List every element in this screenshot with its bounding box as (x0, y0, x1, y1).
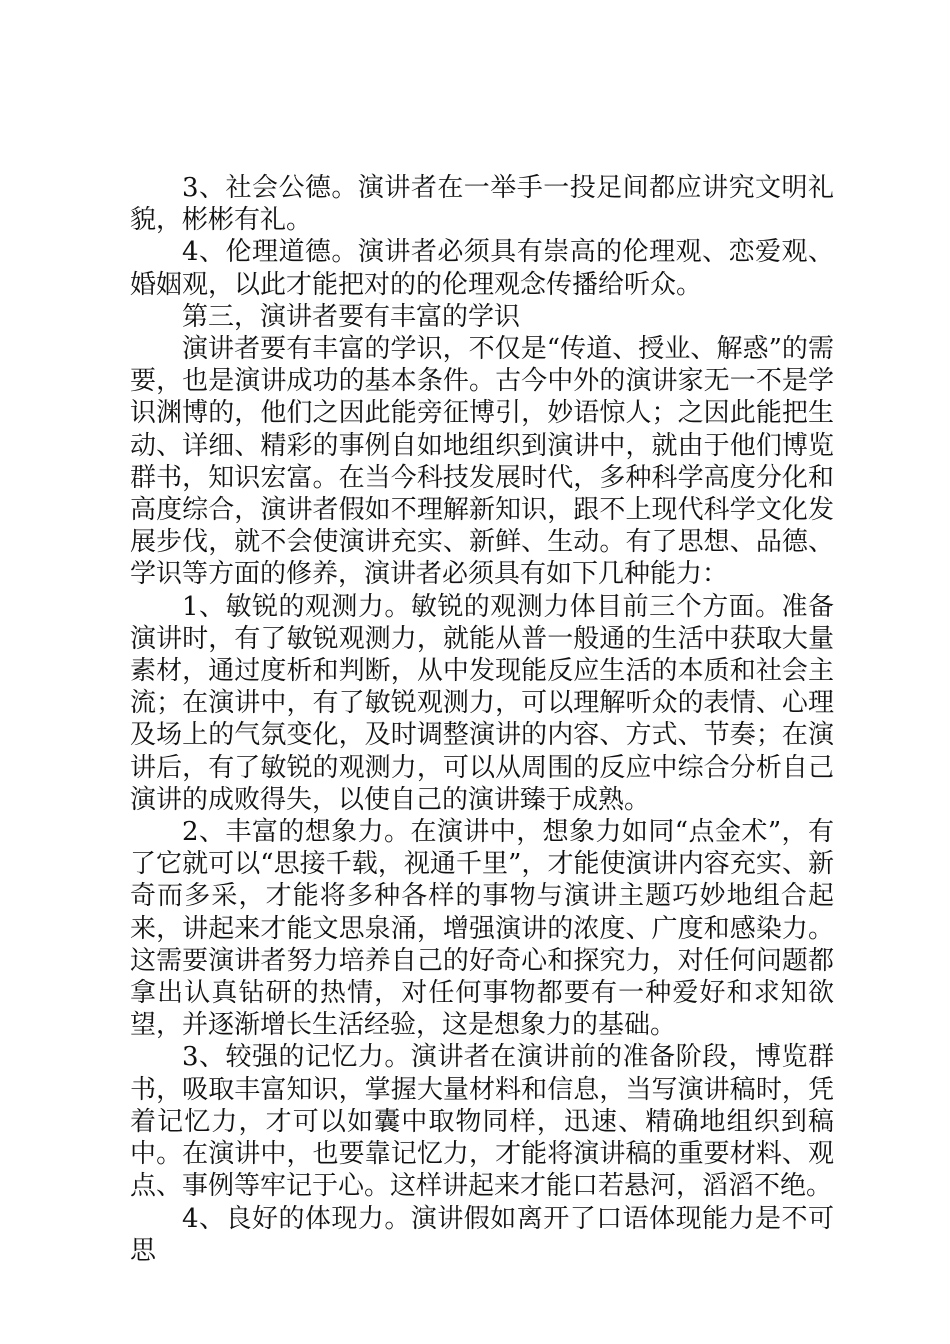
paragraph-ethics: 4、伦理道德。演讲者必须具有崇高的伦理观、恋爱观、婚姻观，以此才能把对的的伦理观念传播给听众。 (130, 237, 834, 300)
paragraph-imagination: 2、丰富的想象力。在演讲中，想象力如同“点金术”，有了它就可以“思接千载，视通千里”，才能使演讲内容充实、新奇而多采，才能将多种各样的事物与演讲主题巧妙地组合起来，讲起来才能文思泉涌，增强演讲的浓度、广度和感染力。这需要演讲者努力培养自己的好奇心和探究力，对任何问题都拿出认真钻研的热情，对任何事物都要有一种爱好和求知欲望，并逐渐增长生活经验，这是想象力的基础。 (130, 817, 834, 1041)
document-page (130, 172, 834, 1267)
paragraph-knowledge: 演讲者要有丰富的学识，不仅是“传道、授业、解惑”的需要，也是演讲成功的基本条件。古今中外的演讲家无一不是学识渊博的，他们之因此能旁征博引，妙语惊人；之因此能把生动、详细、精彩的事例自如地组织到演讲中，就由于他们博览群书，知识宏富。在当今科技发展时代，多种科学高度分化和高度综合，演讲者假如不理解新知识，跟不上现代科学文化发展步伐，就不会使演讲充实、新鲜、生动。有了思想、品德、学识等方面的修养，演讲者必须具有如下几种能力： (130, 334, 834, 590)
paragraph-social-morality: 3、社会公德。演讲者在一举手一投足间都应讲究文明礼貌，彬彬有礼。 (130, 173, 834, 236)
section-heading-knowledge: 第三，演讲者要有丰富的学识 (182, 301, 521, 332)
paragraph-memory: 3、较强的记忆力。演讲者在演讲前的准备阶段，博览群书，吸取丰富知识，掌握大量材料和信息，当写演讲稿时，凭着记忆力，才可以如囊中取物同样，迅速、精确地组织到稿中。在演讲中，也要靠记忆力，才能将演讲稿的重要材料、观点、事例等牢记于心。这样讲起来才能口若悬河，滔滔不绝。 (130, 1042, 834, 1202)
paragraph-expression: 4、良好的体现力。演讲假如离开了口语体现能力是不可思 (130, 1203, 834, 1266)
paragraph-observation: 1、敏锐的观测力。敏锐的观测力体目前三个方面。准备演讲时，有了敏锐观测力，就能从普一般通的生活中获取大量素材，通过度析和判断，从中发现能反应生活的本质和社会主流；在演讲中，有了敏锐观测力，可以理解听众的表情、心理及场上的气氛变化，及时调整演讲的内容、方式、节奏；在演讲后，有了敏锐的观测力，可以从周围的反应中综合分析自己演讲的成败得失，以使自己的演讲臻于成熟。 (130, 591, 834, 815)
